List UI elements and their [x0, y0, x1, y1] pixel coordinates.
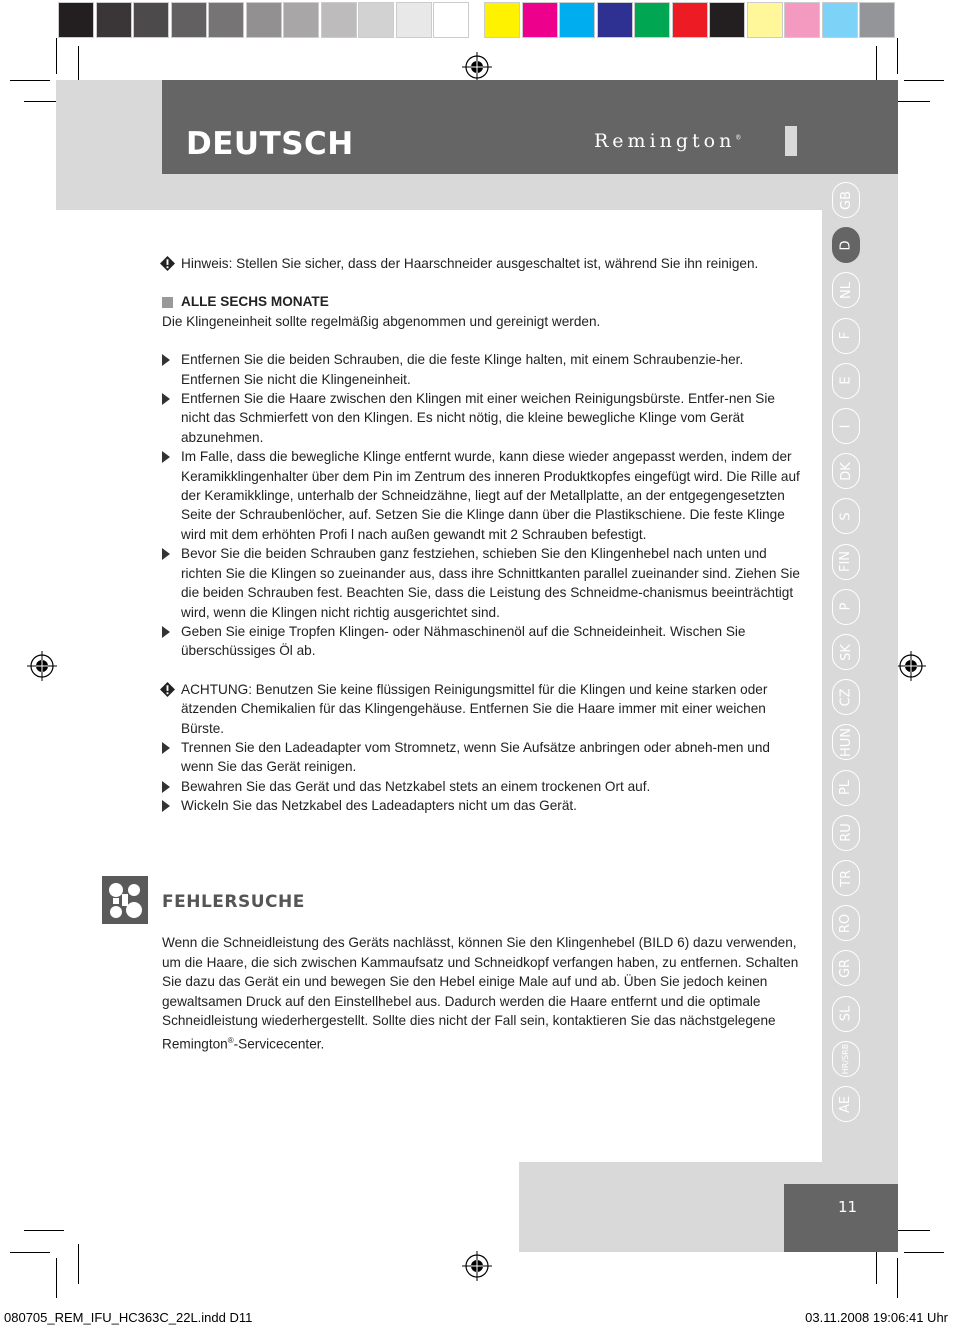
list-item-text: Im Falle, dass die bewegliche Klinge entfernt wurde, kann diese wieder angepasst werden, indem der Keramikklingenhalter über dem Pin im Zentrum des inneren Produktkopfes eingefügt wird. Die Rille auf der Keramikklinge, unterhalb der Schneidzähne, liegt auf der Metallplatte, an der entgegengesetzten Seite der Schraubenlöcher, auf. Setzen Sie die Klinge dann über die Plastikschiene. Die feste Klinge wird mit dem erhöhten Profi l nach außen gewandt mit 2 Schrauben befestigt.	[181, 449, 800, 542]
triangle-bullet-icon	[162, 393, 170, 405]
language-tab-ru[interactable]	[832, 815, 860, 851]
registered-mark: ®	[227, 1035, 234, 1045]
note-item	[162, 254, 802, 273]
list-item	[162, 544, 802, 622]
list-item	[162, 777, 802, 796]
brand-block	[785, 126, 797, 156]
language-tab-cz[interactable]	[832, 679, 860, 715]
crop-mark	[904, 80, 944, 81]
language-tab-e[interactable]	[832, 363, 860, 399]
color-swatch	[597, 2, 633, 38]
list-item-text: Trennen Sie den Ladeadapter vom Stromnetz, wenn Sie Aufsätze anbringen oder abneh-men und wenn Sie das Gerät reinigen.	[181, 739, 770, 775]
list-item	[162, 389, 802, 447]
color-swatch	[58, 2, 94, 38]
brand-logo	[594, 130, 741, 152]
language-tab-s[interactable]	[832, 498, 860, 534]
color-swatch	[709, 2, 745, 38]
safety-steps	[162, 738, 802, 816]
language-tab-label: F	[838, 331, 854, 340]
language-tab-ae[interactable]	[832, 1086, 860, 1122]
color-swatch	[672, 2, 708, 38]
language-tab-label: HR/SRB	[841, 1043, 850, 1074]
crop-mark	[10, 80, 50, 81]
language-tab-label: D	[838, 240, 854, 251]
list-item	[162, 796, 802, 815]
crop-mark	[897, 38, 898, 74]
language-tab-ro[interactable]	[832, 905, 860, 941]
language-tab-pl[interactable]	[832, 770, 860, 806]
color-swatch	[433, 2, 469, 38]
language-tab-label: RO	[838, 913, 854, 933]
gears-icon	[102, 876, 148, 924]
cleaning-steps	[162, 350, 802, 661]
crop-mark	[56, 38, 57, 74]
crop-mark	[78, 1244, 79, 1284]
language-tab-label: TR	[838, 869, 854, 887]
language-tab-f[interactable]	[832, 318, 860, 354]
color-swatch	[396, 2, 432, 38]
language-tab-nl[interactable]	[832, 272, 860, 308]
section-title: ALLE SECHS MONATE	[181, 294, 329, 310]
language-tab-label: AE	[838, 1095, 854, 1113]
language-tab-label: I	[838, 424, 854, 428]
troubleshooting-text	[162, 933, 804, 1054]
page-number-box	[784, 1184, 898, 1252]
triangle-bullet-icon	[162, 548, 170, 560]
language-tab-gb[interactable]	[832, 182, 860, 218]
language-tab-tr[interactable]	[832, 860, 860, 896]
language-tab-label: NL	[838, 281, 854, 299]
crop-mark	[56, 1258, 57, 1298]
list-item	[162, 350, 802, 389]
language-tab-d[interactable]	[832, 227, 860, 263]
color-swatch	[96, 2, 132, 38]
color-swatch	[484, 2, 520, 38]
square-marker-icon	[162, 297, 173, 308]
language-tab-label: PL	[838, 780, 854, 796]
print-timestamp: 03.11.2008 19:06:41 Uhr	[805, 1310, 948, 1325]
section-heading	[162, 292, 802, 311]
language-tab-label: GB	[838, 190, 854, 210]
crop-mark	[904, 1252, 944, 1253]
color-swatch	[283, 2, 319, 38]
color-swatch	[522, 2, 558, 38]
list-item	[162, 447, 802, 544]
language-tab-sl[interactable]	[832, 996, 860, 1032]
list-item-text: Bevor Sie die beiden Schrauben ganz festziehen, schieben Sie den Klingenhebel nach unten und richten Sie die Klingen so zueinander aus, dass ihre Schnittkanten parallel zueinander sind. Ziehen Sie die beiden Schrauben fest. Beachten Sie, dass die Leistung des Schneidme-chanismus beeinträchtigt wird, wenn die Klingen nicht richtig ausgerichtet sind.	[181, 546, 800, 620]
language-tab-p[interactable]	[832, 589, 860, 625]
gray-swatch-bar	[58, 2, 471, 38]
language-tab-label: DK	[838, 461, 854, 481]
color-swatch	[822, 2, 858, 38]
page-title: DEUTSCH	[186, 126, 354, 162]
triangle-bullet-icon	[162, 800, 170, 812]
crop-mark	[24, 1230, 64, 1231]
section-intro: Die Klingeneinheit sollte regelmäßig abgenommen und gereinigt werden.	[162, 313, 601, 329]
warning-icon	[160, 682, 175, 697]
color-swatch	[559, 2, 595, 38]
main-content	[162, 254, 802, 816]
registration-mark-icon	[27, 651, 57, 681]
list-item-text: Wickeln Sie das Netzkabel des Ladeadapters nicht um das Gerät.	[181, 798, 577, 814]
troubleshooting-body: Wenn die Schneidleistung des Geräts nachlässt, können Sie den Klingenhebel (BILD 6) dazu verwenden, um die Haare, die sich zwischen Kammaufsatz und Schneidkopf verfangen haben, zu entfernen. Schalten Sie dazu das Gerät ein und bewegen Sie den Hebel einige Male auf und ab. Üben Sie jedoch keinen gewaltsamen Druck auf den Einstellhebel aus. Dadurch werden die Haare entfernt und die optimale Schneidleistung wiederhergestellt. Sollte dies nicht der Fall sein, kontaktieren Sie das nächstgelegene Remington	[162, 935, 799, 1052]
language-tab-label: SK	[838, 643, 854, 661]
list-item-text: Bewahren Sie das Gerät und das Netzkabel stets an einem trockenen Ort auf.	[181, 778, 651, 794]
color-swatch	[321, 2, 357, 38]
registration-mark-icon	[462, 52, 492, 82]
language-tab-label: GR	[838, 958, 854, 978]
color-swatch	[784, 2, 820, 38]
triangle-bullet-icon	[162, 451, 170, 463]
color-swatch	[133, 2, 169, 38]
caution-item	[162, 680, 802, 738]
language-tab-label: E	[838, 376, 854, 385]
language-tab-sk[interactable]	[832, 634, 860, 670]
language-tab-label: FIN	[838, 551, 854, 573]
caution-text: ACHTUNG: Benutzen Sie keine flüssigen Reinigungsmittel für die Klingen und keine starken oder ätzenden Chemikalien für das Klingengehäuse. Entfernen Sie die Haare immer mit einer weichen Bürste.	[181, 681, 768, 736]
language-tab-label: CZ	[838, 688, 854, 707]
list-item-text: Entfernen Sie die Haare zwischen den Klingen mit einer weichen Reinigungsbürste. Entfer-nen Sie nicht das Schmierfett von den Klingen. Es nicht nötig, die kleine bewegliche Klinge vom Gerät abzunehmen.	[181, 391, 775, 445]
color-swatch-bar	[484, 2, 897, 38]
color-swatch	[859, 2, 895, 38]
triangle-bullet-icon	[162, 626, 170, 638]
language-tab-label: P	[838, 602, 854, 611]
color-swatch	[171, 2, 207, 38]
color-swatch	[208, 2, 244, 38]
triangle-bullet-icon	[162, 781, 170, 793]
page-number: 11	[838, 1198, 858, 1216]
language-tab-i[interactable]	[832, 408, 860, 444]
registration-mark-icon	[462, 1251, 492, 1281]
triangle-bullet-icon	[162, 742, 170, 754]
language-tab-hun[interactable]	[832, 724, 860, 760]
note-text: Hinweis: Stellen Sie sicher, dass der Haarschneider ausgeschaltet ist, während Sie ihn reinigen.	[181, 256, 759, 271]
language-tab-dk[interactable]	[832, 453, 860, 489]
registered-mark: ®	[735, 134, 742, 142]
warning-icon	[160, 256, 175, 271]
list-item-text: Entfernen Sie die beiden Schrauben, die die feste Klinge halten, mit einem Schraubenzie-her. Entfernen Sie nicht die Klingeneinheit.	[181, 352, 744, 387]
color-swatch	[747, 2, 783, 38]
color-swatch	[634, 2, 670, 38]
troubleshooting-title: FEHLERSUCHE	[162, 892, 305, 912]
file-info: 080705_REM_IFU_HC363C_22L.indd D11	[4, 1310, 253, 1325]
troubleshooting-body-end: -Servicecenter.	[233, 1036, 325, 1052]
crop-mark	[10, 1252, 50, 1253]
list-item-text: Geben Sie einige Tropfen Klingen- oder Nähmaschinenöl auf die Schneideinheit. Wischen Sie überschüssiges Öl ab.	[181, 623, 746, 659]
language-tab-gr[interactable]	[832, 950, 860, 986]
color-swatch	[358, 2, 394, 38]
language-tab-label: HUN	[838, 727, 854, 757]
list-item	[162, 738, 802, 777]
triangle-bullet-icon	[162, 354, 170, 366]
color-swatch	[246, 2, 282, 38]
list-item	[162, 622, 802, 661]
language-tab-fin[interactable]	[832, 544, 860, 580]
language-tab-hr-srb[interactable]	[832, 1041, 860, 1077]
brand-name: Remington	[594, 130, 736, 152]
language-tab-label: RU	[838, 823, 854, 843]
language-tab-label: SL	[838, 1005, 854, 1022]
crop-mark	[897, 1258, 898, 1298]
language-tab-label: S	[838, 512, 854, 521]
registration-mark-icon	[896, 651, 926, 681]
